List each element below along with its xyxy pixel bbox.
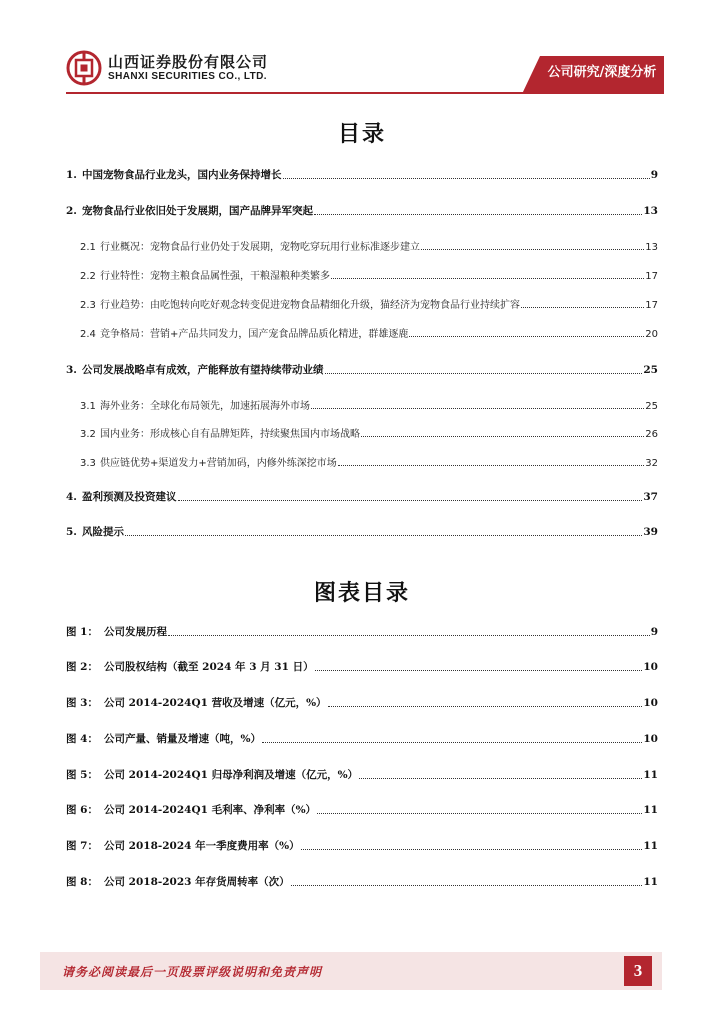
toc-subitem[interactable] bbox=[80, 454, 658, 469]
toc-item-page: 25 bbox=[643, 364, 658, 376]
figure-item-text: 公司 2014-2024Q1 毛利率、净利率（%） bbox=[104, 804, 317, 816]
leader-dots bbox=[317, 813, 642, 814]
toc-item-number: 3.2 bbox=[80, 429, 96, 440]
toc-item-number: 3.3 bbox=[80, 458, 96, 469]
toc-item-page: 20 bbox=[645, 329, 658, 340]
toc-subitem[interactable] bbox=[80, 238, 658, 253]
report-type-tag: 公司研究/深度分析 bbox=[540, 56, 664, 94]
toc-subitem[interactable] bbox=[80, 425, 658, 440]
toc-subitem[interactable] bbox=[80, 325, 658, 340]
figure-item-number: 图 7： bbox=[66, 840, 98, 852]
toc-item-number: 2.4 bbox=[80, 329, 96, 340]
figure-item[interactable] bbox=[66, 695, 658, 710]
figure-item-number: 图 2： bbox=[66, 661, 98, 673]
toc-subitem[interactable] bbox=[80, 397, 658, 412]
toc-item-text: 行业趋势：由吃饱转向吃好观念转变促进宠物食品精细化升级，猫经济为宠物食品行业持续扩容 bbox=[100, 300, 520, 311]
figure-item-text: 公司产量、销量及增速（吨，%） bbox=[104, 733, 261, 745]
figure-item-text: 公司 2018-2023 年存货周转率（次） bbox=[104, 876, 290, 888]
toc-subitem[interactable] bbox=[80, 267, 658, 282]
leader-dots bbox=[283, 178, 650, 179]
toc-item-page: 13 bbox=[643, 205, 658, 217]
figure-item[interactable] bbox=[66, 802, 658, 817]
leader-dots bbox=[125, 535, 642, 536]
leader-dots bbox=[311, 408, 644, 409]
figure-item[interactable] bbox=[66, 874, 658, 889]
figure-item-page: 10 bbox=[643, 697, 658, 709]
toc-item[interactable] bbox=[66, 203, 658, 218]
toc-item-page: 9 bbox=[650, 169, 658, 181]
figure-item[interactable] bbox=[66, 767, 658, 782]
page-number: 3 bbox=[624, 956, 652, 986]
figure-item-number: 图 1： bbox=[66, 626, 98, 638]
figure-item-text: 公司 2014-2024Q1 营收及增速（亿元，%） bbox=[104, 697, 327, 709]
figure-item[interactable] bbox=[66, 659, 658, 674]
toc-item-text: 行业特性：宠物主粮食品属性强，干粮湿粮种类繁多 bbox=[100, 271, 330, 282]
toc-item-page: 13 bbox=[645, 242, 658, 253]
page-footer bbox=[40, 952, 662, 990]
leader-dots bbox=[421, 249, 644, 250]
toc-item-text: 风险提示 bbox=[82, 526, 124, 538]
toc-item-page: 17 bbox=[645, 300, 658, 311]
figure-item[interactable] bbox=[66, 838, 658, 853]
figure-item[interactable] bbox=[66, 624, 658, 639]
toc-item-number: 1. bbox=[66, 169, 77, 181]
figure-item-number: 图 5： bbox=[66, 769, 98, 781]
figure-item-number: 图 3： bbox=[66, 697, 98, 709]
toc-item-text: 行业概况：宠物食品行业仍处于发展期，宠物吃穿玩用行业标准逐步建立 bbox=[100, 242, 420, 253]
leader-dots bbox=[325, 373, 643, 374]
leader-dots bbox=[409, 336, 644, 337]
toc-item[interactable] bbox=[66, 167, 658, 182]
disclaimer-notice: 请务必阅读最后一页股票评级说明和免责声明 bbox=[62, 965, 323, 979]
toc-title: 目录 bbox=[337, 122, 386, 147]
figure-item-page: 11 bbox=[643, 840, 658, 852]
toc-item-number: 3.1 bbox=[80, 401, 96, 412]
page-header bbox=[0, 0, 724, 100]
figure-item-page: 10 bbox=[643, 733, 658, 745]
toc-item-text: 中国宠物食品行业龙头，国内业务保持增长 bbox=[82, 169, 282, 181]
figure-item-text: 公司 2018-2024 年一季度费用率（%） bbox=[104, 840, 300, 852]
toc-item-number: 4. bbox=[66, 491, 77, 503]
company-logo-icon bbox=[66, 50, 102, 86]
toc-item-number: 2. bbox=[66, 205, 77, 217]
toc-item-page: 17 bbox=[645, 271, 658, 282]
figure-item[interactable] bbox=[66, 731, 658, 746]
leader-dots bbox=[361, 436, 644, 437]
toc-item[interactable] bbox=[66, 489, 658, 504]
toc-item-text: 公司发展战略卓有成效，产能释放有望持续带动业绩 bbox=[82, 364, 324, 376]
figure-item-number: 图 8： bbox=[66, 876, 98, 888]
toc-item-text: 国内业务：形成核心自有品牌矩阵，持续聚焦国内市场战略 bbox=[100, 429, 360, 440]
figure-item-page: 9 bbox=[650, 626, 658, 638]
figure-item-page: 11 bbox=[643, 804, 658, 816]
leader-dots bbox=[331, 278, 644, 279]
leader-dots bbox=[338, 465, 645, 466]
toc-item-number: 2.1 bbox=[80, 242, 96, 253]
leader-dots bbox=[301, 849, 643, 850]
leader-dots bbox=[521, 307, 644, 308]
toc-item-page: 25 bbox=[645, 401, 658, 412]
toc-item-page: 26 bbox=[645, 429, 658, 440]
toc-item-page: 32 bbox=[645, 458, 658, 469]
toc-item[interactable] bbox=[66, 524, 658, 539]
toc-item-number: 3. bbox=[66, 364, 77, 376]
leader-dots bbox=[328, 706, 643, 707]
toc-item-text: 竞争格局：营销+产品共同发力，国产宠食品牌品质化精进，群雄逐鹿 bbox=[100, 329, 409, 340]
company-name-cn: 山西证券股份有限公司 bbox=[108, 53, 269, 71]
leader-dots bbox=[178, 500, 643, 501]
figure-item-text: 公司股权结构（截至 2024 年 3 月 31 日） bbox=[104, 661, 314, 673]
figure-item-page: 11 bbox=[643, 876, 658, 888]
leader-dots bbox=[359, 778, 642, 779]
toc-item-page: 39 bbox=[643, 526, 658, 538]
toc-subitem[interactable] bbox=[80, 296, 658, 311]
leader-dots bbox=[291, 885, 643, 886]
toc-item-number: 5. bbox=[66, 526, 77, 538]
figure-item-number: 图 4： bbox=[66, 733, 98, 745]
toc-item[interactable] bbox=[66, 362, 658, 377]
figure-index-title: 图表目录 bbox=[313, 581, 410, 606]
header-divider bbox=[66, 92, 540, 94]
leader-dots bbox=[262, 742, 642, 743]
leader-dots bbox=[315, 670, 643, 671]
toc-item-number: 2.3 bbox=[80, 300, 96, 311]
toc-item-text: 宠物食品行业依旧处于发展期，国产品牌异军突起 bbox=[82, 205, 313, 217]
figure-item-text: 公司 2014-2024Q1 归母净利润及增速（亿元，%） bbox=[104, 769, 359, 781]
leader-dots bbox=[314, 214, 642, 215]
company-name-en: SHANXI SECURITIES CO., LTD. bbox=[108, 71, 267, 82]
toc-item-number: 2.2 bbox=[80, 271, 96, 282]
figure-item-number: 图 6： bbox=[66, 804, 98, 816]
figure-item-page: 10 bbox=[643, 661, 658, 673]
toc-item-text: 海外业务：全球化布局领先，加速拓展海外市场 bbox=[100, 401, 310, 412]
leader-dots bbox=[168, 635, 650, 636]
figure-item-page: 11 bbox=[643, 769, 658, 781]
toc-item-page: 37 bbox=[643, 491, 658, 503]
figure-item-text: 公司发展历程 bbox=[104, 626, 167, 638]
toc-item-text: 供应链优势+渠道发力+营销加码，内修外练深挖市场 bbox=[100, 458, 337, 469]
toc-item-text: 盈利预测及投资建议 bbox=[82, 491, 177, 503]
